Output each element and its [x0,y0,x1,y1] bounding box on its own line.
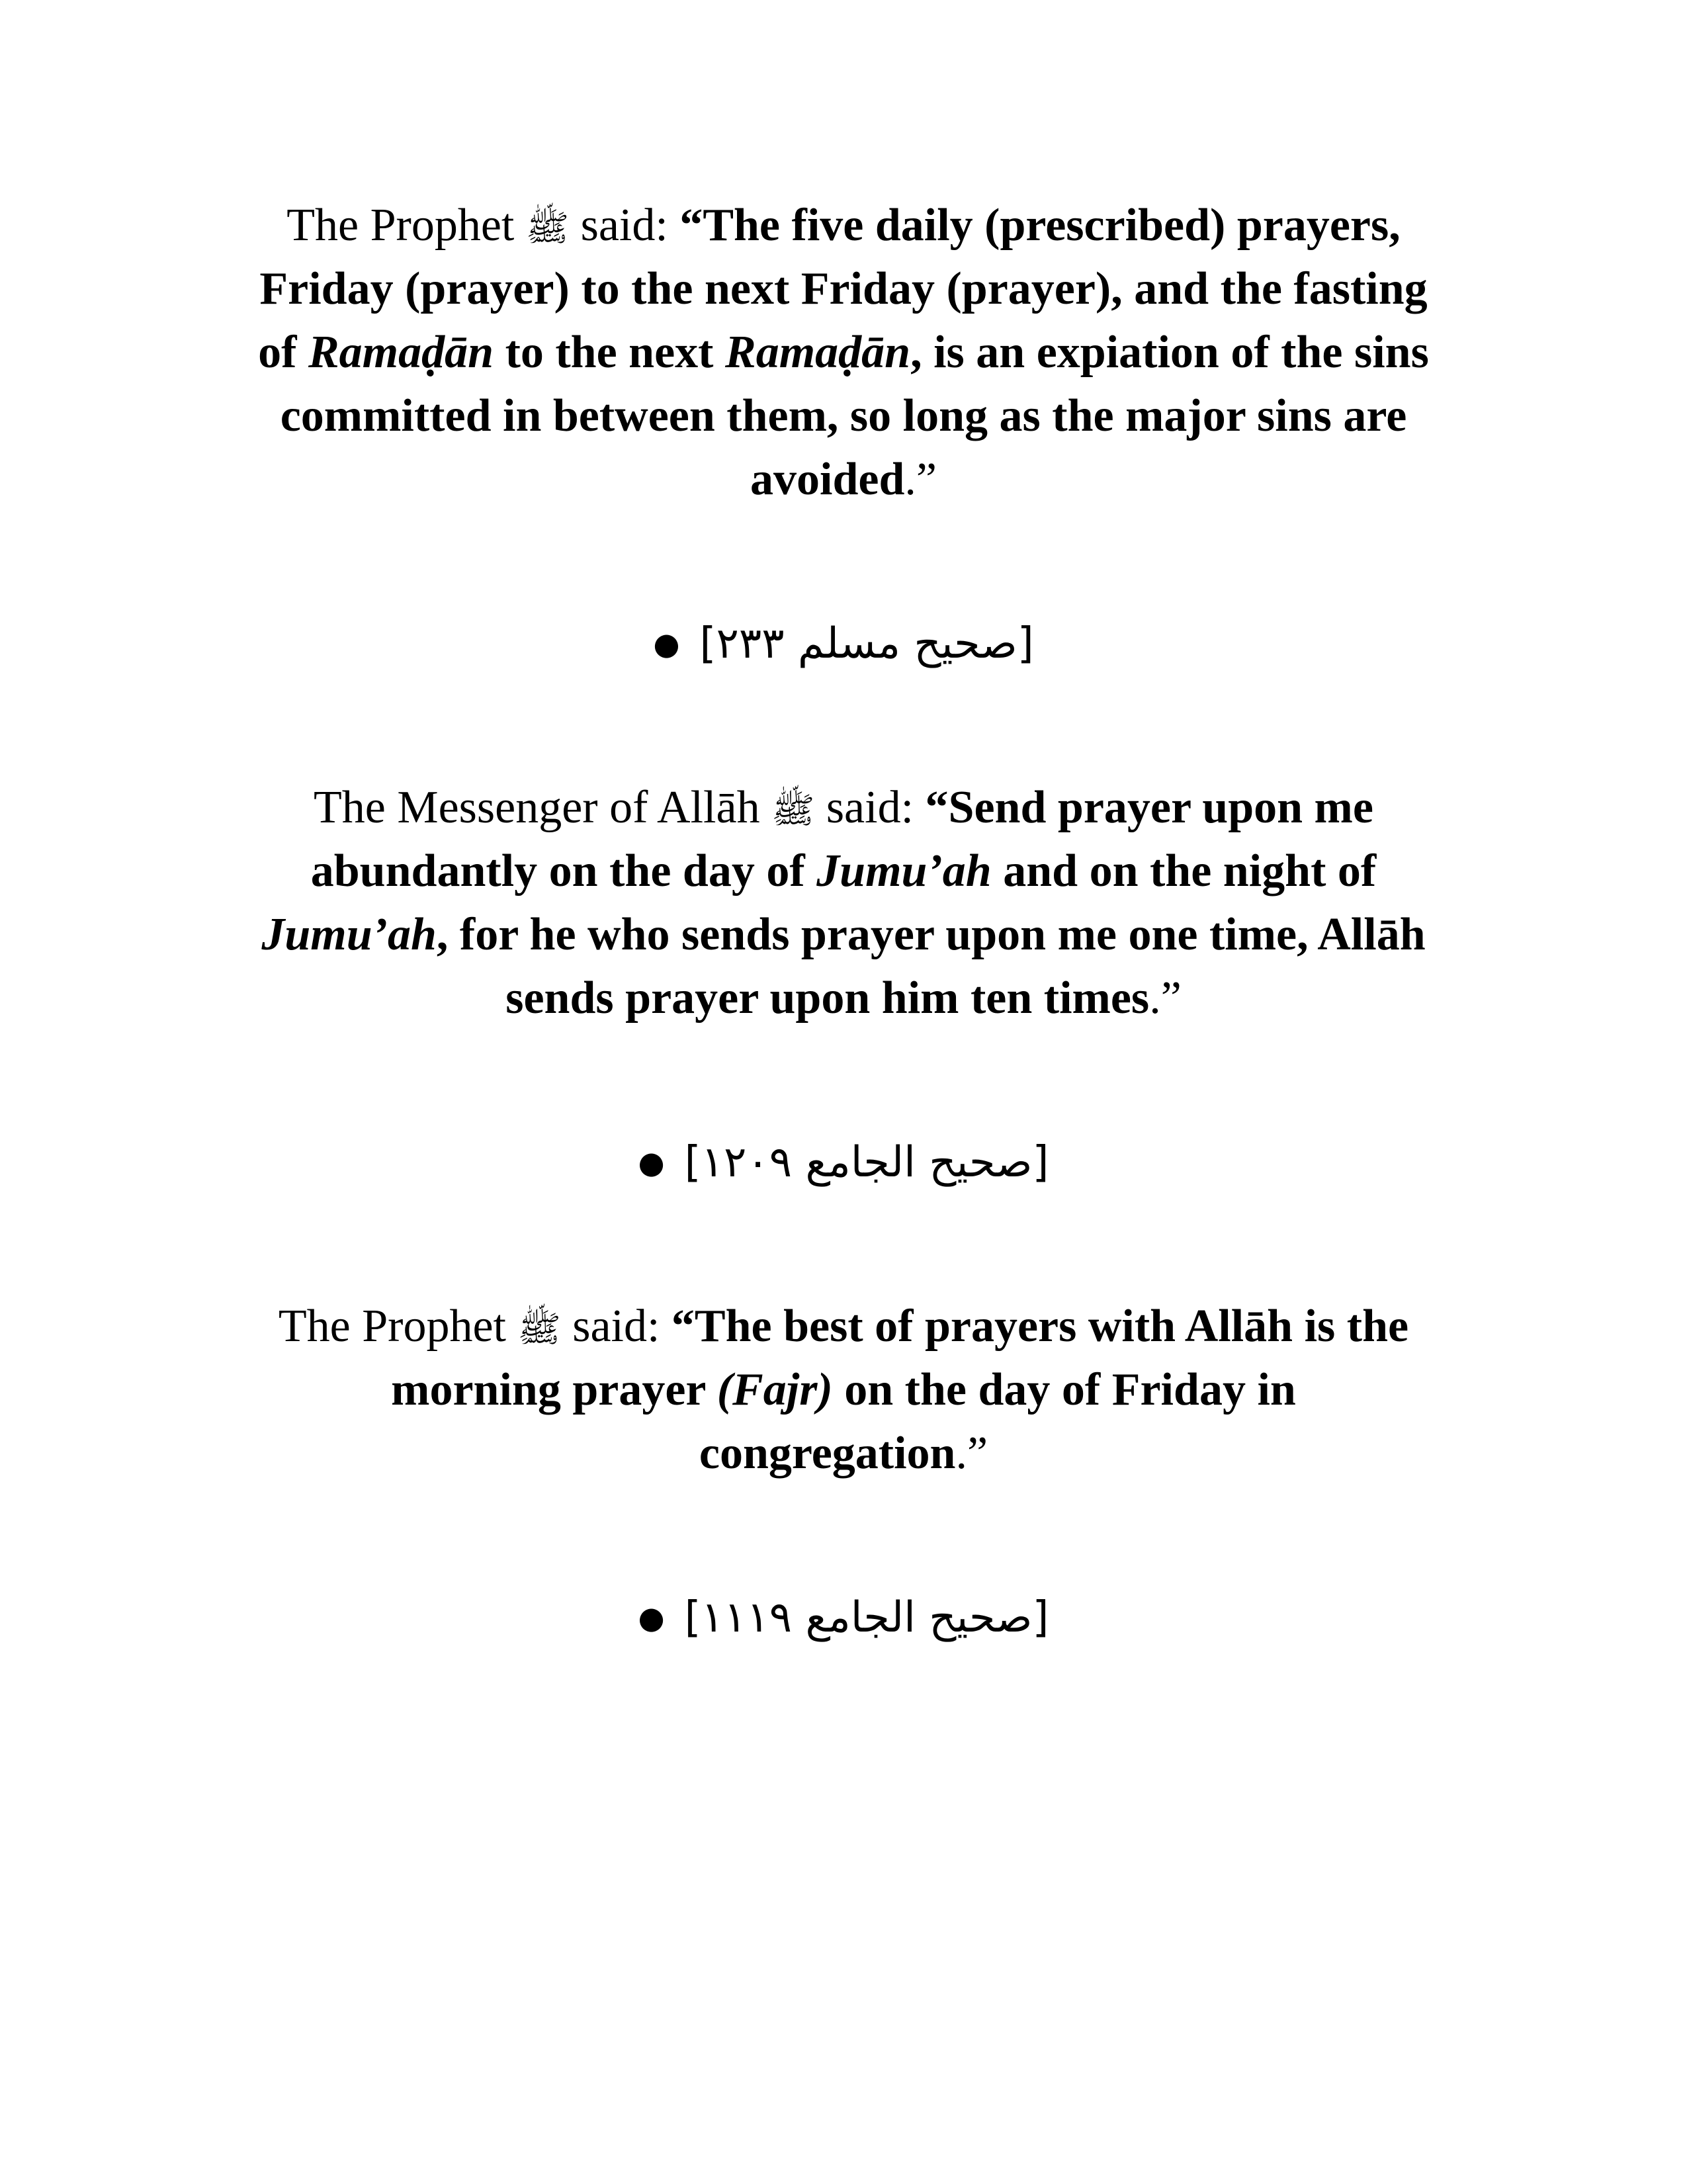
text-run: of [258,327,308,378]
hadith-3 [0,1295,1687,1485]
text-run: (Fajr) [716,1364,833,1415]
bullet-icon: ● [638,1600,665,1636]
text-run: to the next [494,327,725,378]
text-run: sends prayer upon him ten times [505,973,1150,1024]
hadith-2 [0,776,1687,1030]
hadith-line [0,1422,1687,1485]
text-run: abundantly on the day of [310,846,817,896]
pbuh-calligraphy-symbol: ﷺ [517,1308,561,1350]
text-run: “The best of prayers with Allāh is the [671,1301,1409,1352]
hadith-line [0,448,1687,511]
hadith-1 [0,194,1687,511]
text-run: Friday (prayer) to the next Friday (prayer), and the fasting [259,263,1428,314]
text-run: Jumu’ah [816,846,992,896]
text-run: morning prayer [391,1364,717,1415]
text-run: said: [569,200,680,251]
hadith-line [0,967,1687,1030]
text-run: .” [904,454,937,505]
hadith-line [0,384,1687,448]
hadith-line [0,257,1687,321]
citation-arabic-text: [صحيح الجامع ١١١٩] [684,1593,1049,1642]
hadith-line [0,903,1687,967]
text-run: The Prophet [278,1301,518,1352]
citation-arabic-text: [صحيح مسلم ٢٣٣] [699,619,1034,668]
text-run: congregation [699,1428,956,1479]
text-run: , for he who sends prayer upon me one time, Allāh [436,909,1426,960]
text-run: avoided [750,454,905,505]
text-run: said: [560,1301,671,1352]
hadith-line [0,321,1687,384]
hadith-line [0,776,1687,840]
hadith-line [0,840,1687,903]
citation-arabic-text: [صحيح الجامع ١٢٠٩] [684,1138,1049,1187]
text-run: “The five daily (prescribed) prayers, [679,200,1401,251]
text-run: and on the night of [991,846,1377,896]
citation-2 [0,1131,1687,1194]
hadith-line [0,194,1687,257]
text-run: Ramaḍān [308,327,494,378]
bullet-icon: ● [653,626,680,662]
text-run: , is an expiation of the sins [910,327,1429,378]
citation-1 [0,612,1687,676]
text-run: The Prophet [286,200,526,251]
text-run: said: [814,782,926,833]
bullet-icon: ● [638,1145,665,1180]
text-run: Jumu’ah [261,909,437,960]
pbuh-calligraphy-symbol: ﷺ [771,789,815,831]
pbuh-calligraphy-symbol: ﷺ [525,207,570,249]
text-run: The Messenger of Allāh [314,782,772,833]
text-run: on the day of Friday in [832,1364,1296,1415]
text-run: committed in between them, so long as the major sins are [280,390,1407,441]
text-run: .” [955,1428,988,1479]
citation-3 [0,1586,1687,1649]
text-run: “Send prayer upon me [925,782,1373,833]
hadith-line [0,1358,1687,1422]
text-run: Ramaḍān [725,327,911,378]
hadith-line [0,1295,1687,1358]
text-run: .” [1149,973,1182,1024]
document-body [0,194,1687,1649]
